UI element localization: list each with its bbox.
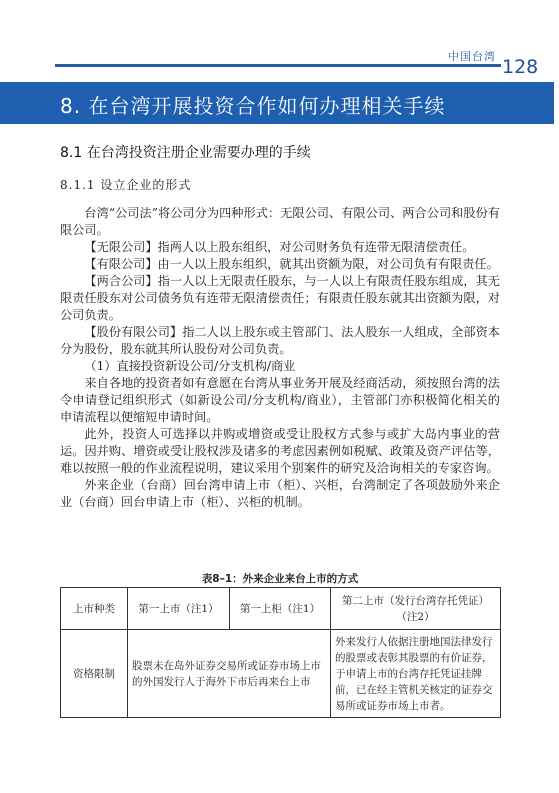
paragraph: 【股份有限公司】指二人以上股东或主管部门、法人股东一人组成，全部资本分为股份，股东就其所认股份对公司负责。 bbox=[60, 325, 500, 356]
paragraph: 台湾“公司法”将公司分为四种形式：无限公司、有限公司、两合公司和股份有限公司。 bbox=[60, 206, 500, 237]
cell-first-listing: 股票未在岛外证券交易所或证券市场上市的外国发行人于海外下市后再来台上市 bbox=[128, 630, 331, 718]
paragraph: 【两合公司】指一人以上无限责任股东，与一人以上有限责任股东组成，其无限责任股东对公司债务负有连带无限清偿责任；有限责任股东就其出资额为限，对公司负责。 bbox=[60, 274, 500, 322]
section-title: 8.1 在台湾投资注册企业需要办理的手续 bbox=[60, 145, 311, 161]
header-second-listing: 第二上市（发行台湾存托凭证）（注2） bbox=[331, 588, 501, 630]
header-first-otc: 第一上柜（注1） bbox=[230, 588, 331, 630]
header-category: 上市种类 bbox=[61, 588, 128, 630]
paragraph: 外来企业（台商）回台湾申请上市（柜）、兴柜，台湾制定了各项鼓励外来企业（台商）回台申请上市（柜）、兴柜的机制。 bbox=[60, 478, 500, 509]
chapter-title: 8. 在台湾开展投资合作如何办理相关手续 bbox=[60, 94, 446, 118]
listing-methods-table bbox=[60, 587, 501, 718]
paragraph: 【有限公司】由一人以上股东组织，就其出资额为限，对公司负有有限责任。 bbox=[84, 257, 499, 271]
table-row bbox=[61, 630, 501, 718]
header-label: 中国台湾 bbox=[448, 50, 496, 63]
table-header-row bbox=[61, 588, 501, 630]
subsection-title: 8.1.1 设立企业的形式 bbox=[60, 178, 192, 192]
row-label: 资格限制 bbox=[61, 630, 128, 718]
paragraph: 来自各地的投资者如有意愿在台湾从事业务开展及经商活动，须按照台湾的法令申请登记组织形式（如新设公司/分支机构/商业），主管部门亦积极简化相关的申请流程以便缩短申请时间。 bbox=[60, 376, 500, 424]
body-text bbox=[60, 205, 500, 511]
cell-second-listing: 外来发行人依据注册地国法律发行的股票或表彰其股票的有价证券，于申请上市的台湾存托凭证挂牌前，已在经主管机关核定的证券交易所或证券市场上市者。 bbox=[331, 630, 501, 718]
header-first-listing: 第一上市（注1） bbox=[128, 588, 230, 630]
paragraph: （1）直接投资新设公司/分支机构/商业 bbox=[84, 359, 296, 373]
paragraph: 【无限公司】指两人以上股东组织，对公司财务负有连带无限清偿责任。 bbox=[84, 240, 475, 254]
page-number: 128 bbox=[502, 56, 539, 78]
table-caption: 表8–1：外来企业来台上市的方式 bbox=[201, 573, 359, 585]
header-rule bbox=[55, 64, 501, 67]
paragraph: 此外，投资人可选择以并购或增资或受让股权方式参与或扩大岛内事业的营运。因并购、增资或受让股权涉及诸多的考虑因素例如税赋、政策及资产评估等，难以按照一般的作业流程说明，建议采用个别案件的研究及洽询相关的专家咨询。 bbox=[60, 427, 500, 475]
